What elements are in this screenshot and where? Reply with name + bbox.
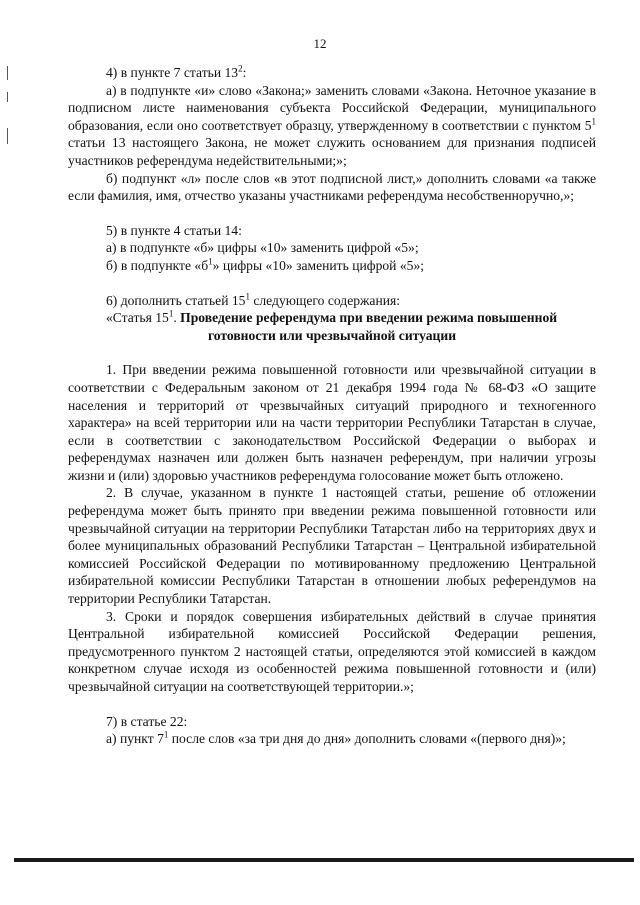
article-paragraph-1: 1. При введении режима повышенной готовности или чрезвычайной ситуации в соответствии с Федеральным законом от 21 декабря 1994 года № 68-ФЗ «О защите населения и территорий от чрезвычайных ситуаций природного и техногенного характера» на всей территории или на части территории Республики Татарстан в случае, если в соответствии с законодательством Российской Федерации о выборах и референдумах назначен или должен быть назначен референдум, при наличии угрозы жизни и (или) здоровью участников референдума голосование может быть отложено. <box>68 362 596 483</box>
item-4-heading: 4) в пункте 7 статьи $13^2$: <box>106 63 247 80</box>
article-paragraph-3: 3. Сроки и порядок совершения избирательных действий в случае принятия Центральной избирательной комиссией Российской Федерации решения, предусмотренного пунктом 2 настоящей статьи, определяются этой комиссией в каждом конкретном случае исходя из особенностей режима повышенной готовности и (или) чрезвычайной ситуации на соответствующей территории.»; <box>68 608 596 694</box>
left-margin-mark <box>7 128 8 144</box>
left-margin-mark <box>7 66 8 80</box>
document-body <box>68 64 596 748</box>
item-4-b: б) подпункт «л» после слов «в этот подписной лист,» дополнить словами «а также если фамилия, имя, отчество указаны участниками референдума несобственноручно,»; <box>68 170 596 204</box>
item-6-heading: 6) дополнить статьей $15^1$ следующего содержания: <box>106 291 401 308</box>
scan-edge-line <box>14 858 634 862</box>
item-4-a: а) в подпункте «и» слово «Закона;» заменить словами «Закона. Неточное указание в подписном листе наименования субъекта Российской Федерации, муниципального образования, если оно соответствует образцу, утвержденному в соответствии с пунктом $5^1$ статьи 13 настоящего Закона, не может служить основанием для признания подписей участников референдума недействительными;»; <box>68 82 596 168</box>
item-7-heading: 7) в статье 22: <box>106 713 188 729</box>
left-margin-mark <box>7 92 8 102</box>
article-paragraph-2: 2. В случае, указанном в пункте 1 настоящей статьи, решение об отложении референдума может быть принято при введении режима повышенной готовности или чрезвычайной ситуации на территории Республики Татарстан либо на территориях двух и более муниципальных образований Республики Татарстан – Центральной избирательной комиссией Российской Федерации по мотивированному предложению Центральной избирательной комиссии Республики Татарстан в отношении любых референдумов на территории Республики Татарстан. <box>68 485 596 607</box>
item-5-b: б) в подпункте «$б^1$» цифры «10» заменить цифрой «5»; <box>106 256 425 273</box>
article-title-line-2: готовности или чрезвычайной ситуации <box>207 327 457 343</box>
article-title: «Статья $15^1$. Проведение референдума при введении режима повышенной <box>106 308 558 326</box>
item-7-a: а) пункт $7^1$ после слов «за три дня до дня» дополнить словами «(первого дня)»; <box>106 729 566 747</box>
item-5-a: а) в подпункте «б» цифры «10» заменить цифрой «5»; <box>106 240 419 256</box>
item-5-heading: 5) в пункте 4 статьи 14: <box>106 222 242 238</box>
page-number: 12 <box>313 36 327 51</box>
